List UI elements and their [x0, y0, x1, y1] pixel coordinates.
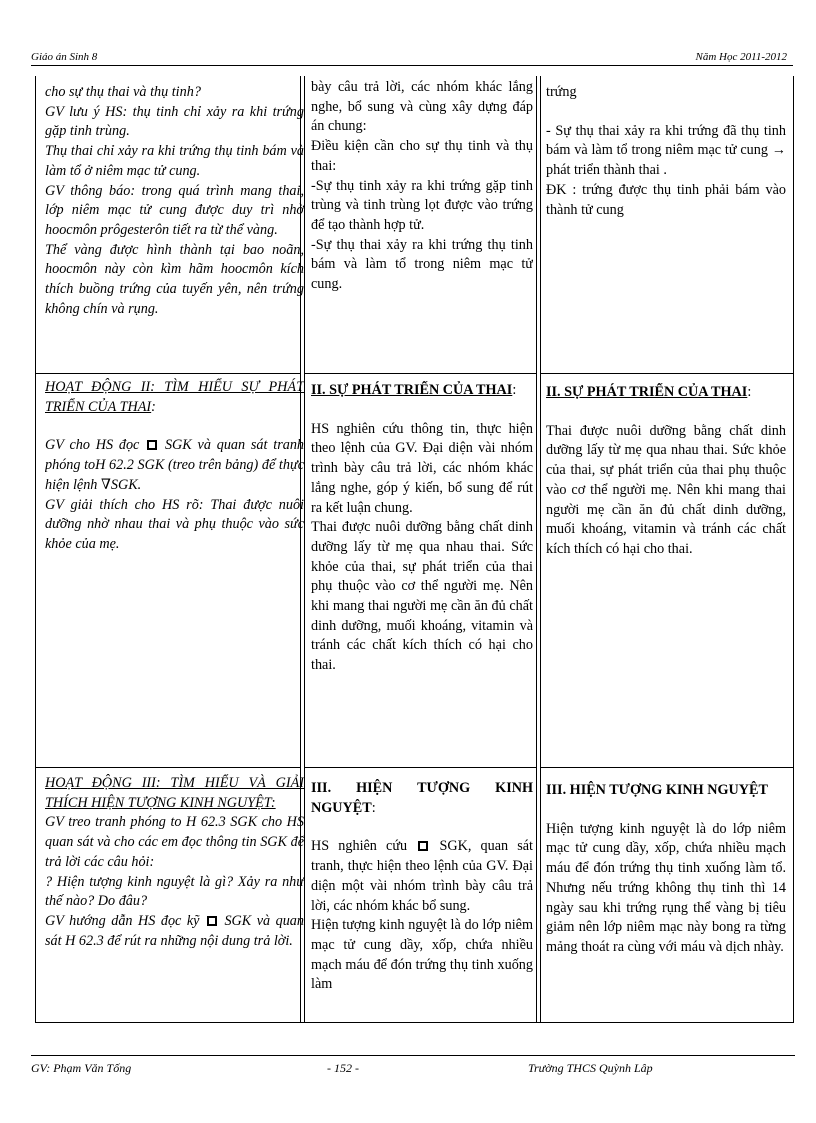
s2-c2-p2: Thai được nuôi dưỡng bằng chất dinh dưỡng lấy từ mẹ qua nhau thai. Sức khỏe của thai, sự phát triển của thai phụ thuộc vào cơ thể người mẹ. Nên khi mang thai người mẹ cần ăn đủ chất dinh dưỡng, muối khoáng, vitamin và tránh các chất kích thích có hại cho thai. — [311, 519, 533, 674]
info-box-icon — [418, 841, 428, 851]
s3-c1-p3 — [45, 912, 304, 951]
s2-content — [546, 383, 786, 560]
s2-c1-p1b: SGK và quan sát tranh phóng toH 62.2 SGK (treo trên bảng) để thực hiện lệnh ∇SGK. — [45, 437, 304, 493]
s3-c3-p1: Hiện tượng kinh nguyệt là do lớp niêm mạc tử cung dầy, xốp, chứa nhiều mạch máu để đón trứng thụ tinh xuống làm tổ. Nhưng nếu trứng không thụ tinh thì 14 ngày sau khi trứng rụng thể vàng bị tiêu giảm nên lớp niêm mạc này bong ra từng mảng thoát ra cùng với máu và dịch nhày. — [546, 820, 786, 955]
row-divider-2a — [36, 767, 300, 768]
s1-c1-p5: Thể vàng được hình thành tại bao noãn, hoocmôn này còn kìm hãm hoocmôn kích thích buồng trứng của tuyến yên, nên trứng không chín và rụng. — [45, 241, 304, 317]
s2-student-activity — [311, 381, 533, 676]
s3-c1-p3b: SGK và quan sát H 62.3 để rút ra những nội dung trả lời. — [45, 912, 304, 949]
s2-c2-heading-text: II. SỰ PHÁT TRIỂN CỦA THAI — [311, 382, 513, 398]
s3-c2-p1b: SGK, quan sát tranh, thực hiện theo lệnh của GV. Đại diện một vài nhóm trình bày câu trả lời, các nhóm khác bổ sung. — [311, 838, 533, 914]
row-divider-1b — [305, 373, 536, 374]
s3-c3-heading: III. HIỆN TƯỢNG KINH NGUYỆT — [546, 782, 768, 798]
s2-c3-heading-text: II. SỰ PHÁT TRIỂN CỦA THAI — [546, 384, 748, 400]
s3-c1-p2: ? Hiện tượng kinh nguyệt là gì? Xảy ra như thế nào? Do đâu? — [45, 873, 304, 910]
s1-content — [546, 83, 786, 220]
s1-c3-p1: trứng — [546, 84, 577, 100]
info-box-icon — [147, 440, 157, 450]
row-divider-1a — [36, 373, 300, 374]
footer-teacher: GV: Phạm Văn Tống — [31, 1061, 132, 1075]
header-subject: Giáo án Sinh 8 — [31, 51, 98, 63]
s3-teacher-activity — [45, 774, 304, 951]
s3-c2-p1a: HS nghiên cứu — [311, 838, 408, 855]
s1-teacher-activity — [45, 83, 304, 319]
s3-c1-p1: GV treo tranh phóng to H 62.3 SGK cho HS quan sát và cho các em đọc thông tin SGK để trả lời các câu hỏi: — [45, 814, 304, 870]
info-box-icon — [207, 916, 217, 926]
row-divider-2c — [541, 767, 793, 768]
row-divider-2b — [305, 767, 536, 768]
s2-c1-p2: GV giải thích cho HS rõ: Thai được nuôi dưỡng nhờ nhau thai và phụ thuộc vào sức khỏe của mẹ. — [45, 496, 304, 552]
s2-c2-heading — [311, 381, 533, 401]
s2-c3-p1: Thai được nuôi dưỡng bằng chất dinh dưỡng lấy từ mẹ qua nhau thai. Sức khỏe của thai, sự phát triển của thai phụ thuộc vào cơ thể người mẹ. Nên khi mang thai người mẹ cần ăn đủ chất dinh dưỡng, muối khoáng, vitamin và tránh các chất kích thích có hại cho thai. — [546, 422, 786, 557]
s1-c2-p1: bày câu trả lời, các nhóm khác lắng nghe, bổ sung và cùng xây dựng đáp án chung: — [311, 79, 533, 135]
s2-heading-suffix: : — [151, 398, 156, 415]
s1-c1-p4: GV thông báo: trong quá trình mang thai, lớp niêm mạc tử cung được duy trì nhờ hoocmôn prôgesterôn tiết ra từ thể vàng. — [45, 182, 304, 238]
s2-c3-heading-suffix: : — [747, 384, 752, 400]
s1-c1-p1: cho sự thụ thai và thụ tinh? — [45, 84, 201, 100]
s3-content — [546, 781, 786, 958]
column-divider-2 — [536, 76, 541, 1022]
s2-heading — [45, 378, 304, 417]
s3-student-activity — [311, 779, 533, 995]
s3-c2-p2: Hiện tượng kinh nguyệt là do lớp niêm mạc tử cung dầy, xốp, chứa nhiều mạch máu để đón trứng thụ tinh xuống làm — [311, 917, 533, 993]
s2-c1-p1a: GV cho HS đọc — [45, 437, 140, 454]
s1-c1-p3: Thụ thai chỉ xảy ra khi trứng thụ tinh bám và làm tổ ở niêm mạc tử cung. — [45, 143, 304, 179]
s1-c1-p2: GV lưu ý HS: thụ tinh chỉ xảy ra khi trứng gặp tinh trùng. — [45, 103, 304, 140]
footer-school: Trường THCS Quỳnh Lâp — [528, 1061, 653, 1075]
s2-teacher-activity — [45, 378, 304, 555]
s1-c3-p3: ĐK : trứng được thụ tinh phải bám vào thành tử cung — [546, 181, 786, 218]
s3-heading: HOẠT ĐỘNG III: TÌM HIỂU VÀ GIẢI THÍCH HIỆN TƯỢNG KINH NGUYỆT: — [45, 775, 304, 811]
footer-page-number: - 152 - — [327, 1061, 359, 1075]
row-divider-1c — [541, 373, 793, 374]
s1-c2-p2: Điều kiện cần cho sự thụ tinh và thụ thai: — [311, 138, 533, 174]
s3-c2-heading-text: III. HIỆN TƯỢNG KINH NGUYỆT — [311, 780, 533, 816]
s2-c2-p1: HS nghiên cứu thông tin, thực hiện theo lệnh của GV. Đại diện vài nhóm trình bày câu trả lời, các nhóm khác lắng nghe, góp ý kiến, bổ sung để rút ra kết luận chung. — [311, 420, 533, 516]
s2-heading-text: HOẠT ĐỘNG II: TÌM HIỂU SỰ PHÁT TRIỂN CỦA THAI — [45, 379, 304, 415]
s2-c1-p1 — [45, 436, 304, 495]
s3-c2-p1 — [311, 837, 533, 916]
s1-c2-p4: -Sự thụ thai xảy ra khi trứng thụ tinh bám và làm tổ trong niêm mạc tử cung. — [311, 236, 533, 293]
s3-c2-heading-suffix: : — [371, 799, 376, 816]
header-school-year: Năm Học 2011-2012 — [695, 51, 787, 63]
s1-student-activity — [311, 78, 533, 295]
page-header — [31, 49, 793, 66]
s3-c2-heading — [311, 779, 533, 818]
s3-c1-p3a: GV hướng dẫn HS đọc kỹ — [45, 912, 200, 929]
page-footer — [31, 1055, 795, 1076]
s2-c3-heading — [546, 383, 786, 403]
s1-c2-p3: -Sự thụ tinh xảy ra khi trứng gặp tinh trùng và tinh trùng lọt được vào trứng để tạo thành hợp tử. — [311, 177, 533, 233]
s1-c3-p2: - Sự thụ thai xảy ra khi trứng đã thụ tinh bám và làm tổ trong niêm mạc tử cung → phát triển thành thai . — [546, 122, 786, 179]
lesson-table — [35, 76, 794, 1023]
s2-c2-heading-suffix: : — [512, 382, 517, 398]
